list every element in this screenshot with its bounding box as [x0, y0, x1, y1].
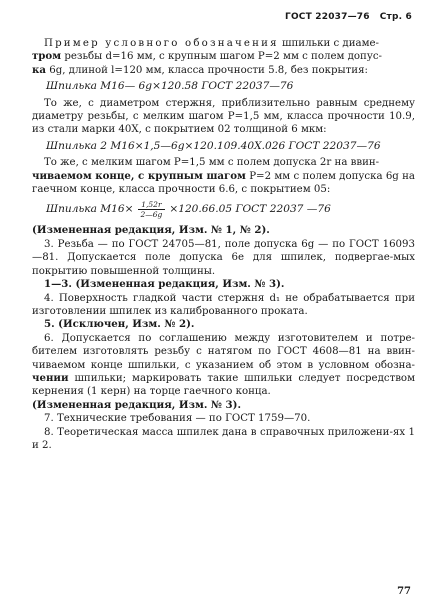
- spaced-heading: Пример условного обозначения: [44, 38, 279, 49]
- bold-run: чении: [32, 371, 69, 384]
- paragraph-2: То же, с диаметром стержня, приблизительно равным среднему диаметру резьбы, с мелким шагом P=1,5 мм, класса прочности 10.9, из стали марки 40Х, с покрытием 02 толщиной 6 мкм:: [32, 97, 415, 136]
- formula-right: ×120.66.05 ГОСТ 22037 —76: [169, 203, 331, 216]
- fraction: [137, 200, 165, 219]
- paragraph-5-excluded: 5. (Исключен, Изм. № 2).: [44, 318, 195, 331]
- page-label: Стр. 6: [379, 12, 412, 22]
- paragraph-7-technical: 7. Технические требования — по ГОСТ 1759—70.: [44, 413, 311, 425]
- paragraph-example: [32, 37, 415, 77]
- text-run: P=2 мм с полем допуска 6g на гаечном конце, класса прочности 6.6, с покрытием 05:: [32, 170, 415, 196]
- text-run: То же, с мелким шагом P=1,5 мм с полем допуска 2r на ввин-: [44, 157, 380, 169]
- text-run: шпильки; маркировать такие шпильки следует посредством кернения (1 керн) на торце гаечного конца.: [32, 372, 415, 398]
- text-run: шпильки с диаме-: [278, 38, 379, 49]
- paragraph-3: [32, 156, 415, 196]
- paragraph-4-surface: 4. Поверхность гладкой части стержня d₁ не обрабатывается при изготовлении шпилек из калиброванного проката.: [32, 292, 415, 317]
- fraction-numerator: 1,52r: [138, 200, 164, 210]
- paragraph-6-agreement: [32, 332, 415, 399]
- amendment-note-1: (Измененная редакция, Изм. № 1, № 2).: [32, 224, 270, 237]
- bold-run: чиваемом конце, с крупным шагом: [32, 169, 246, 182]
- text-run: 6. Допускается по соглашению между изготовителем и потре-бителем изготовлять резьбу с натягом по ГОСТ 4608—81 на ввин-чиваемом конце шпильки, с указанием об этом в условном обозна-: [32, 332, 415, 371]
- document-body: [32, 37, 415, 452]
- bold-run: ка: [32, 63, 46, 76]
- fraction-denominator: 2—6g: [140, 210, 163, 220]
- formula-1: Шпилька М16— 6g×120.58 ГОСТ 22037—76: [46, 80, 294, 93]
- text-run: 6g, длиной l=120 мм, класса прочности 5.8, без покрытия:: [45, 64, 368, 76]
- bold-run: тром: [32, 50, 62, 63]
- gost-label: ГОСТ 22037—76: [285, 12, 370, 22]
- paragraph-3-thread: 3. Резьба — по ГОСТ 24705—81, поле допуска 6g — по ГОСТ 16093—81. Допускается поле допуска 6e для шпилек, подвергае-мых покрытию повышенной толщины.: [32, 238, 415, 277]
- page-number: 77: [397, 586, 411, 597]
- text-run: резьбы d=16 мм, с крупным шагом P=2 мм с полем допус-: [61, 51, 382, 63]
- formula-left: Шпилька М16×: [46, 203, 134, 216]
- amendment-note-2: 1—3. (Измененная редакция, Изм. № 3).: [44, 278, 285, 291]
- page-header: [285, 12, 412, 22]
- amendment-note-3: (Измененная редакция, Изм. № 3).: [32, 398, 242, 411]
- formula-2: Шпилька 2 М16×1,5—6g×120.109.40Х.026 ГОСТ 22037—76: [46, 139, 381, 152]
- formula-3: [46, 200, 415, 219]
- paragraph-8-mass: 8. Теоретическая масса шпилек дана в справочных приложени-ях 1 и 2.: [32, 426, 415, 451]
